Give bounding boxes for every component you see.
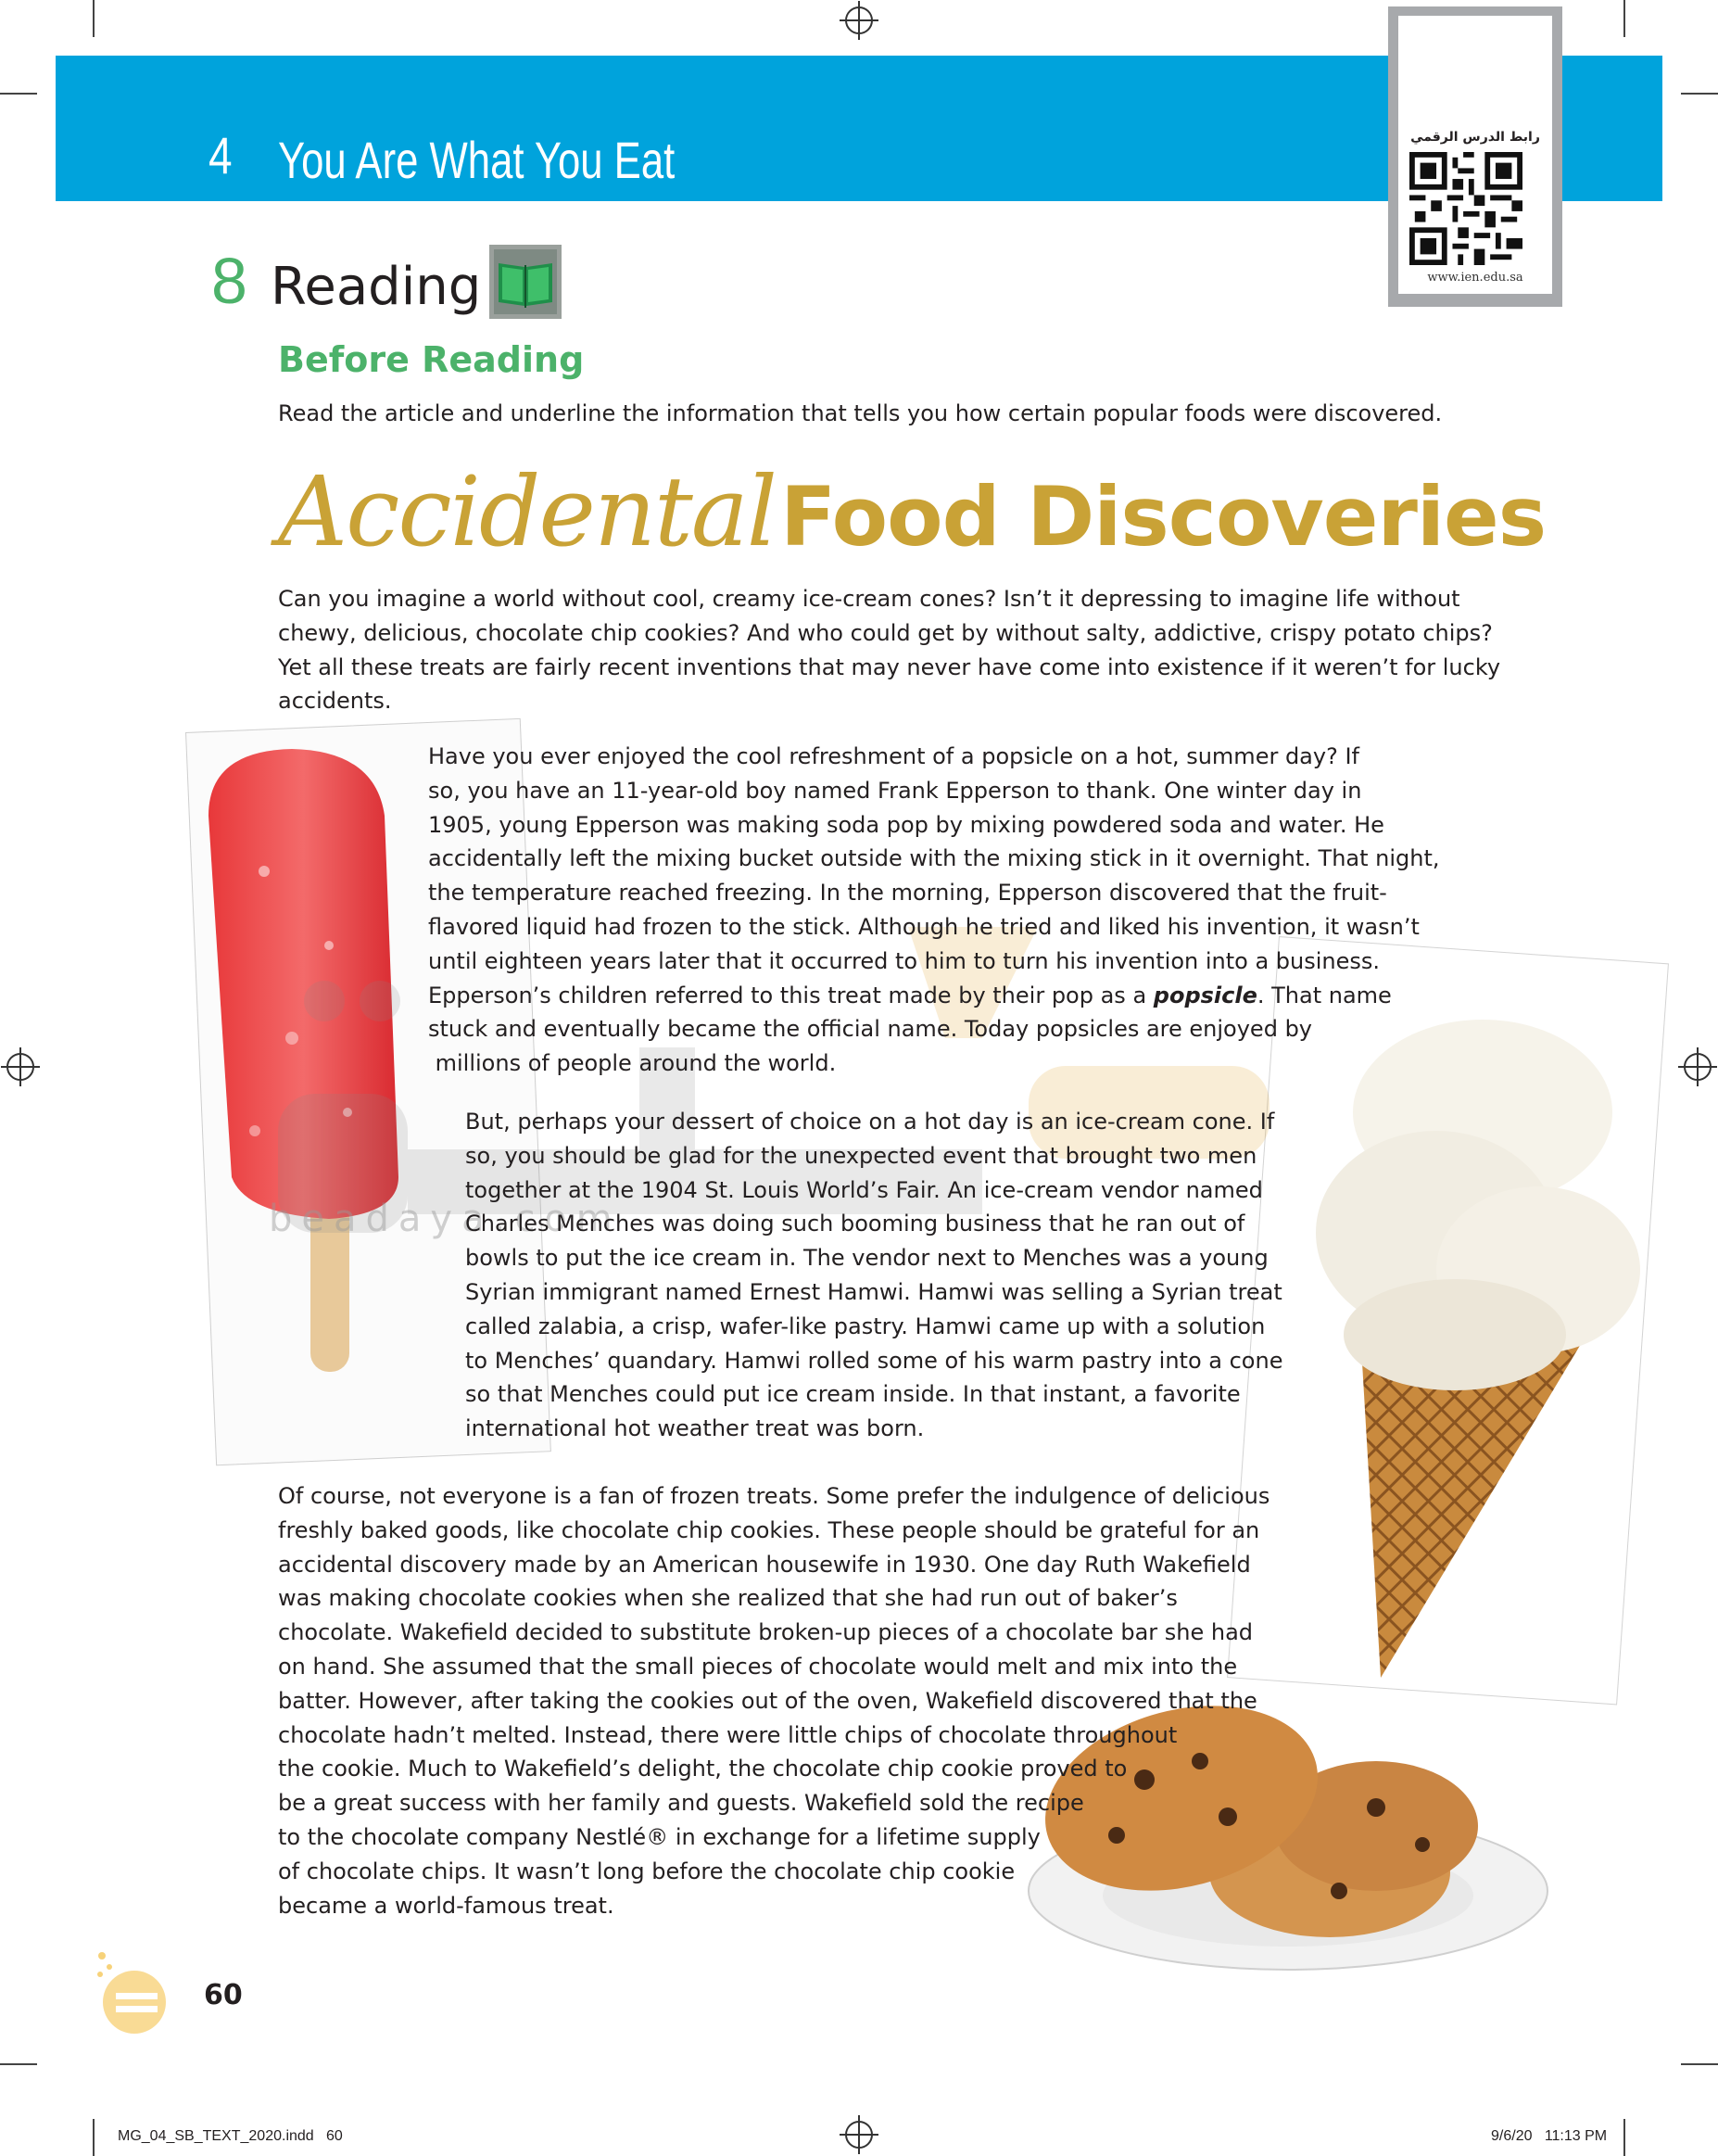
- text-line: flavored liquid had frozen to the stick. Although he tried and liked his invention, it wasn’t: [428, 913, 1420, 940]
- article-title: [278, 455, 1547, 568]
- text-line: Syrian immigrant named Ernest Hamwi. Hamwi was selling a Syrian treat: [465, 1278, 1282, 1305]
- paragraph-cookies: [278, 1479, 1270, 1922]
- text-line: until eighteen years later that it occurred to him to turn his invention into a business.: [428, 947, 1381, 974]
- text-line: so that Menches could put ice cream inside. In that instant, a favorite: [465, 1381, 1241, 1408]
- text-line: Can you imagine a world without cool, creamy ice-cream cones? Isn’t it depressing to imagine life without: [278, 586, 1460, 612]
- text-line: chewy, delicious, chocolate chip cookies? And who could get by without salty, addictive, crispy potato chips?: [278, 619, 1493, 646]
- crop-mark: [1681, 2063, 1718, 2065]
- section-title: Reading: [271, 257, 482, 317]
- text-line: accidentally left the mixing bucket outside with the mixing stick in it overnight. That night,: [428, 845, 1440, 872]
- text-line: called zalabia, a crisp, wafer-like pastry. Hamwi came up with a solution: [465, 1313, 1266, 1339]
- text-segment: . That name: [1257, 982, 1392, 1008]
- text-line: chocolate hadn’t melted. Instead, there were little chips of chocolate throughout: [278, 1721, 1178, 1748]
- text-line: [428, 979, 1440, 1013]
- text-line: Of course, not everyone is a fan of frozen treats. Some prefer the indulgence of delicious: [278, 1483, 1270, 1509]
- text-line: the temperature reached freezing. In the morning, Epperson discovered that the fruit-: [428, 880, 1387, 907]
- section-number: 8: [211, 245, 247, 317]
- text-line: millions of people around the world.: [428, 1050, 837, 1077]
- text-line: on hand. She assumed that the small pieces of chocolate would melt and mix into the: [278, 1653, 1238, 1680]
- qr-code-icon[interactable]: [1409, 152, 1522, 265]
- print-slug-date: 9/6/20 11:13 PM: [1491, 2128, 1608, 2144]
- ice-cream-cone-image: [1297, 1001, 1640, 1687]
- text-line: freshly baked goods, like chocolate chip cookies. These people should be grateful for an: [278, 1516, 1260, 1543]
- unit-number: 4: [208, 126, 233, 184]
- page-number: 60: [204, 1979, 243, 2011]
- before-reading-heading: Before Reading: [278, 339, 585, 380]
- text-line: accidental discovery made by an American housewife in 1930. One day Ruth Wakefield: [278, 1551, 1251, 1578]
- crop-mark: [0, 2063, 37, 2065]
- text-line: chocolate. Wakefield decided to substitute broken-up pieces of a chocolate bar she had: [278, 1619, 1254, 1646]
- crop-mark: [1623, 0, 1625, 37]
- qr-url[interactable]: www.ien.edu.sa: [1427, 271, 1523, 285]
- text-line: so, you should be glad for the unexpected event that brought two men: [465, 1142, 1257, 1169]
- popsicle-keyword: popsicle: [1153, 982, 1257, 1008]
- text-line: was making chocolate cookies when she realized that she had run out of baker’s: [278, 1585, 1178, 1612]
- text-line: Have you ever enjoyed the cool refreshment of a popsicle on a hot, summer day? If: [428, 743, 1359, 769]
- publisher-logo-icon: [93, 1947, 167, 2035]
- registration-mark: [1684, 1053, 1712, 1081]
- instruction-text: Read the article and underline the information that tells you how certain popular foods were discovered.: [278, 400, 1443, 426]
- registration-mark: [6, 1053, 34, 1081]
- crop-mark: [0, 93, 37, 95]
- unit-title: You Are What You Eat: [278, 131, 676, 189]
- text-line: together at the 1904 St. Louis World’s Fair. An ice-cream vendor named: [465, 1176, 1263, 1203]
- text-line: became a world-famous treat.: [278, 1892, 614, 1919]
- qr-label: رابط الدرس الرقمي: [1410, 130, 1540, 145]
- text-line: the cookie. Much to Wakefield’s delight, the chocolate chip cookie proved to: [278, 1756, 1128, 1782]
- text-line: to the chocolate company Nestlé® in exchange for a lifetime supply: [278, 1823, 1041, 1850]
- crop-mark: [93, 0, 95, 37]
- text-line: to Menches’ quandary. Hamwi rolled some of his warm pastry into a cone: [465, 1347, 1283, 1374]
- text-line: accidents.: [278, 688, 392, 715]
- watermark-text: beadaya.com: [269, 1198, 622, 1240]
- text-line: be a great success with her family and guests. Wakefield sold the recipe: [278, 1790, 1084, 1817]
- registration-mark: [845, 6, 873, 34]
- paragraph-ice-cream: [465, 1105, 1282, 1446]
- crop-mark: [1681, 93, 1718, 95]
- text-line: so, you have an 11-year-old boy named Frank Epperson to thank. One winter day in: [428, 777, 1362, 804]
- text-line: 1905, young Epperson was making soda pop by mixing powdered soda and water. He: [428, 811, 1384, 838]
- text-segment: Epperson’s children referred to this treat made by their pop as a: [428, 982, 1154, 1008]
- text-line: batter. However, after taking the cookies out of the oven, Wakefield discovered that the: [278, 1687, 1257, 1714]
- text-line: bowls to put the ice cream in. The vendor next to Menches was a young: [465, 1245, 1269, 1272]
- paragraph-popsicle: [428, 740, 1440, 1081]
- article-title-italic: Accidental: [278, 455, 777, 568]
- text-line: stuck and eventually became the official name. Today popsicles are enjoyed by: [428, 1016, 1312, 1043]
- article-title-bold: Food Discoveries: [780, 469, 1547, 564]
- text-line: Charles Menches was doing such booming business that he ran out of: [465, 1211, 1245, 1237]
- text-line: of chocolate chips. It wasn’t long before the chocolate chip cookie: [278, 1858, 1016, 1884]
- text-line: international hot weather treat was born.: [465, 1415, 925, 1442]
- registration-mark: [845, 2121, 873, 2149]
- print-slug-file: MG_04_SB_TEXT_2020.indd 60: [118, 2128, 343, 2144]
- crop-mark: [1623, 2119, 1625, 2156]
- crop-mark: [93, 2119, 95, 2156]
- text-line: Yet all these treats are fairly recent inventions that may never have come into existence if it weren’t for lucky: [278, 653, 1501, 680]
- text-line: But, perhaps your dessert of choice on a hot day is an ice-cream cone. If: [465, 1109, 1275, 1135]
- paragraph-intro: [278, 582, 1500, 718]
- open-book-icon: [489, 245, 562, 319]
